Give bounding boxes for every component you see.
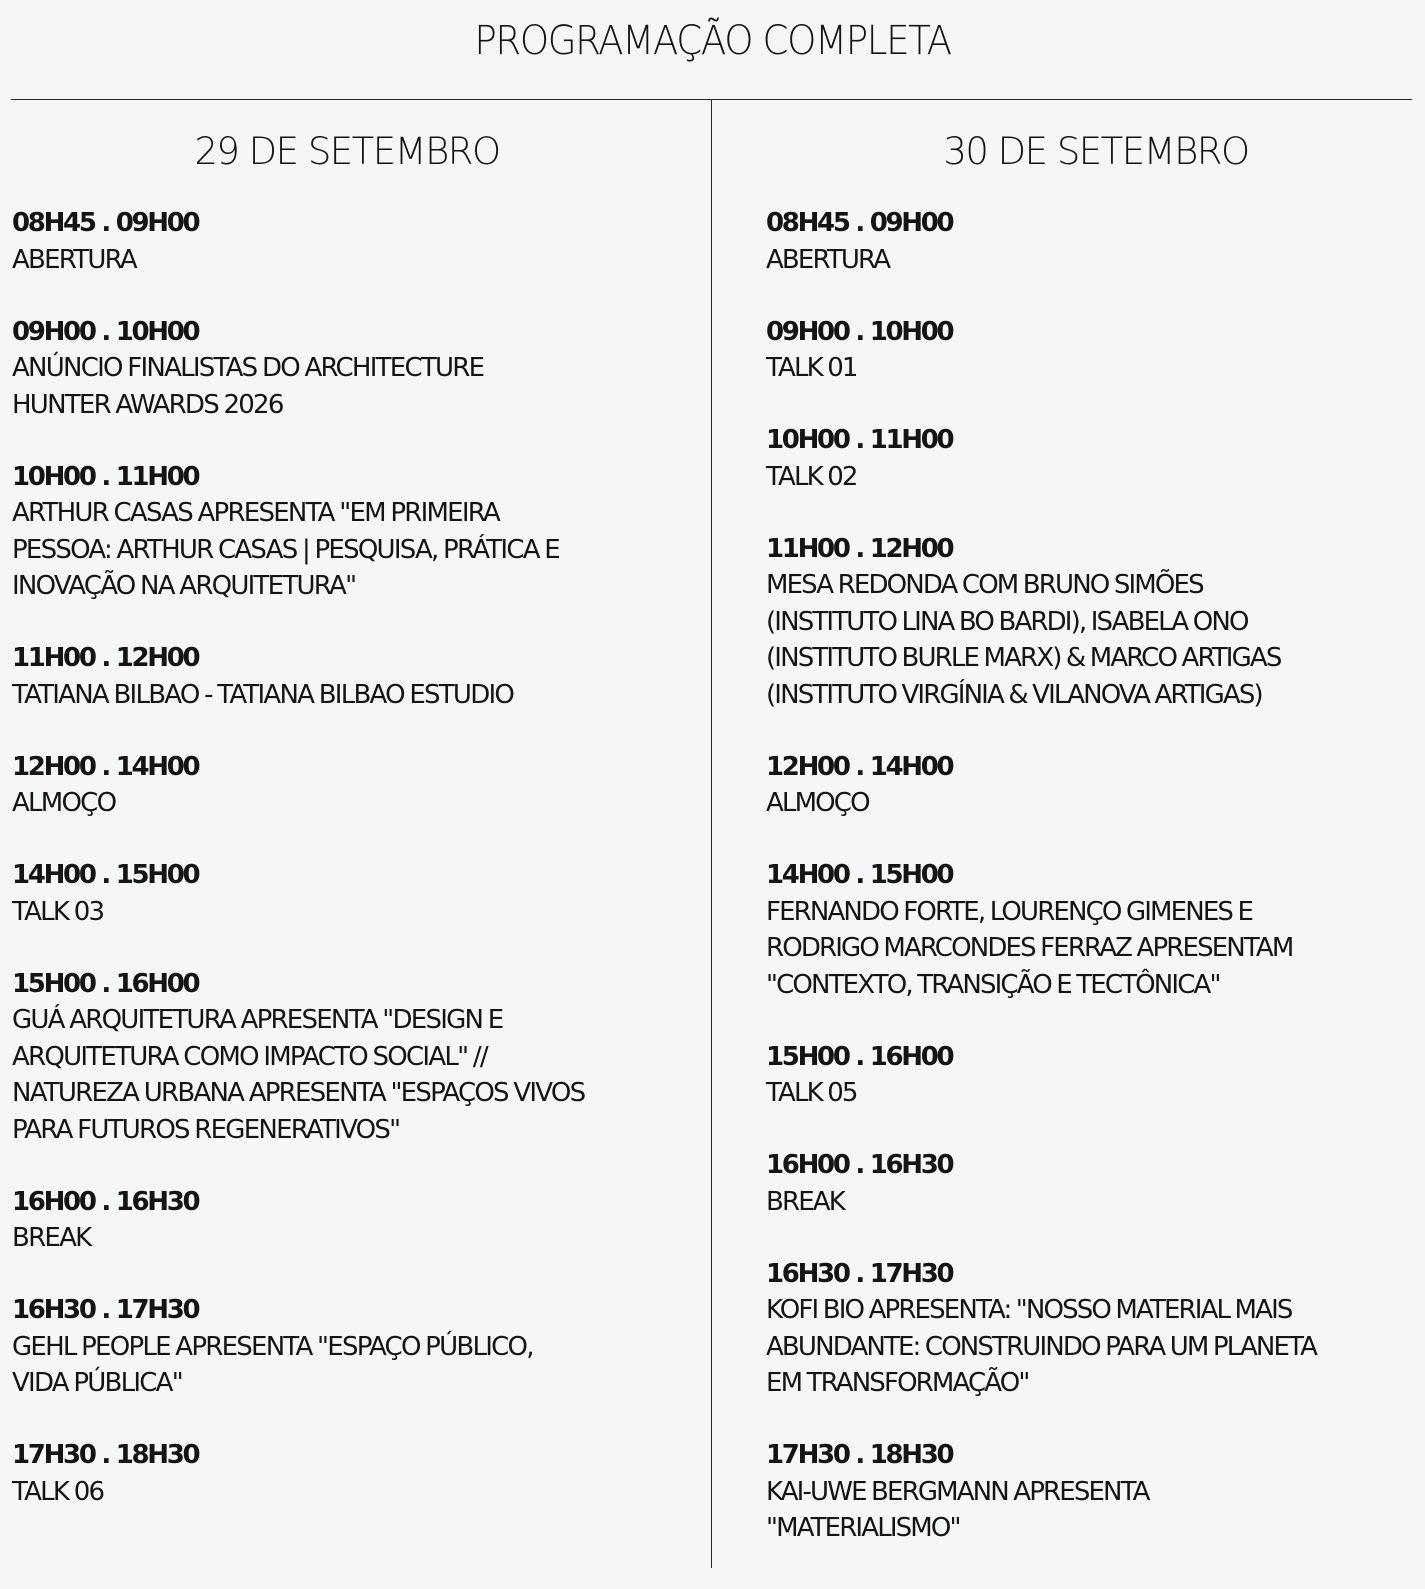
session-title: GUÁ ARQUITETURA APRESENTA "DESIGN E ARQUITETURA COMO IMPACTO SOCIAL" // NATUREZA URBANA APRESENTA "ESPAÇOS VIVOS PARA FUTUROS REGENERATIVOS" <box>12 1005 585 1145</box>
session-title: TATIANA BILBAO - TATIANA BILBAO ESTUDIO <box>12 679 514 710</box>
session-item <box>766 1256 1406 1402</box>
session-title: TALK 01 <box>766 353 857 383</box>
session-title: MESA REDONDA COM BRUNO SIMÕES (INSTITUTO LINA BO BARDI), ISABELA ONO (INSTITUTO BURLE MARX) & MARCO ARTIGAS (INSTITUTO VIRGÍNIA & VILANOVA ARTIGAS) <box>766 570 1281 710</box>
session-item <box>766 857 1406 1003</box>
session-time: 09H00 . 10H00 <box>766 316 953 347</box>
session-item <box>12 1184 672 1257</box>
session-title: FERNANDO FORTE, LOURENÇO GIMENES E RODRIGO MARCONDES FERRAZ APRESENTAM "CONTEXTO, TRANSIÇÃO E TECTÔNICA" <box>766 896 1293 1000</box>
session-title: TALK 02 <box>766 461 857 492</box>
session-time: 17H30 . 18H30 <box>12 1440 199 1470</box>
session-time: 14H00 . 15H00 <box>766 860 953 890</box>
session-item <box>766 205 1406 278</box>
column-divider <box>711 100 712 1568</box>
session-time: 16H30 . 17H30 <box>766 1258 953 1289</box>
session-item <box>766 1147 1406 1220</box>
day-column-29-setembro <box>12 125 672 1546</box>
session-title: TALK 05 <box>766 1078 857 1108</box>
session-item <box>12 314 672 424</box>
session-time: 15H00 . 16H00 <box>12 968 199 999</box>
session-list <box>766 205 1406 1547</box>
session-item <box>12 749 672 822</box>
day-heading: 29 DE SETEMBRO <box>194 130 500 173</box>
session-title: ALMOÇO <box>12 788 116 818</box>
session-title: TALK 06 <box>12 1476 104 1507</box>
session-title: ANÚNCIO FINALISTAS DO ARCHITECTURE HUNTER AWARDS 2026 <box>12 353 484 420</box>
session-time: 17H30 . 18H30 <box>766 1440 953 1470</box>
session-time: 16H00 . 16H30 <box>766 1150 953 1180</box>
session-title: ARTHUR CASAS APRESENTA "EM PRIMEIRA PESSOA: ARTHUR CASAS | PESQUISA, PRÁTICA E INOVAÇÃO NA ARQUITETURA" <box>12 498 559 601</box>
session-time: 12H00 . 14H00 <box>766 751 953 782</box>
day-heading: 30 DE SETEMBRO <box>943 130 1249 173</box>
session-item <box>12 1292 672 1402</box>
session-item <box>766 749 1406 822</box>
session-time: 10H00 . 11H00 <box>12 461 199 492</box>
session-title: KOFI BIO APRESENTA: "NOSSO MATERIAL MAIS ABUNDANTE: CONSTRUINDO PARA UM PLANETA EM TRANSFORMAÇÃO" <box>766 1295 1317 1398</box>
session-item <box>12 857 672 930</box>
page-title: PROGRAMAÇÃO COMPLETA <box>474 18 951 64</box>
session-time: 11H00 . 12H00 <box>12 643 199 673</box>
session-title: KAI-UWE BERGMANN APRESENTA "MATERIALISMO" <box>766 1476 1149 1543</box>
session-time: 09H00 . 10H00 <box>12 316 199 347</box>
session-title: BREAK <box>12 1223 91 1253</box>
session-time: 15H00 . 16H00 <box>766 1041 953 1072</box>
session-title: GEHL PEOPLE APRESENTA "ESPAÇO PÚBLICO, VIDA PÚBLICA" <box>12 1331 533 1398</box>
session-item <box>12 459 672 605</box>
session-title: ABERTURA <box>12 244 136 275</box>
session-time: 16H30 . 17H30 <box>12 1295 199 1325</box>
session-title: BREAK <box>766 1186 844 1217</box>
session-time: 16H00 . 16H30 <box>12 1186 199 1217</box>
session-list <box>12 205 672 1510</box>
session-title: ALMOÇO <box>766 788 869 818</box>
session-time: 14H00 . 15H00 <box>12 860 199 890</box>
session-time: 08H45 . 09H00 <box>766 208 953 238</box>
session-item <box>12 966 672 1149</box>
session-item <box>766 314 1406 387</box>
session-item <box>12 1437 672 1510</box>
session-item <box>766 531 1406 714</box>
day-column-30-setembro <box>766 125 1406 1582</box>
session-time: 11H00 . 12H00 <box>766 533 953 564</box>
session-title: TALK 03 <box>12 896 104 927</box>
session-item <box>766 1437 1406 1547</box>
session-time: 08H45 . 09H00 <box>12 208 199 238</box>
session-item <box>12 640 672 713</box>
session-item <box>766 1039 1406 1112</box>
session-item <box>12 205 672 278</box>
session-item <box>766 422 1406 495</box>
session-time: 10H00 . 11H00 <box>766 425 953 455</box>
session-title: ABERTURA <box>766 244 890 275</box>
session-time: 12H00 . 14H00 <box>12 751 199 782</box>
